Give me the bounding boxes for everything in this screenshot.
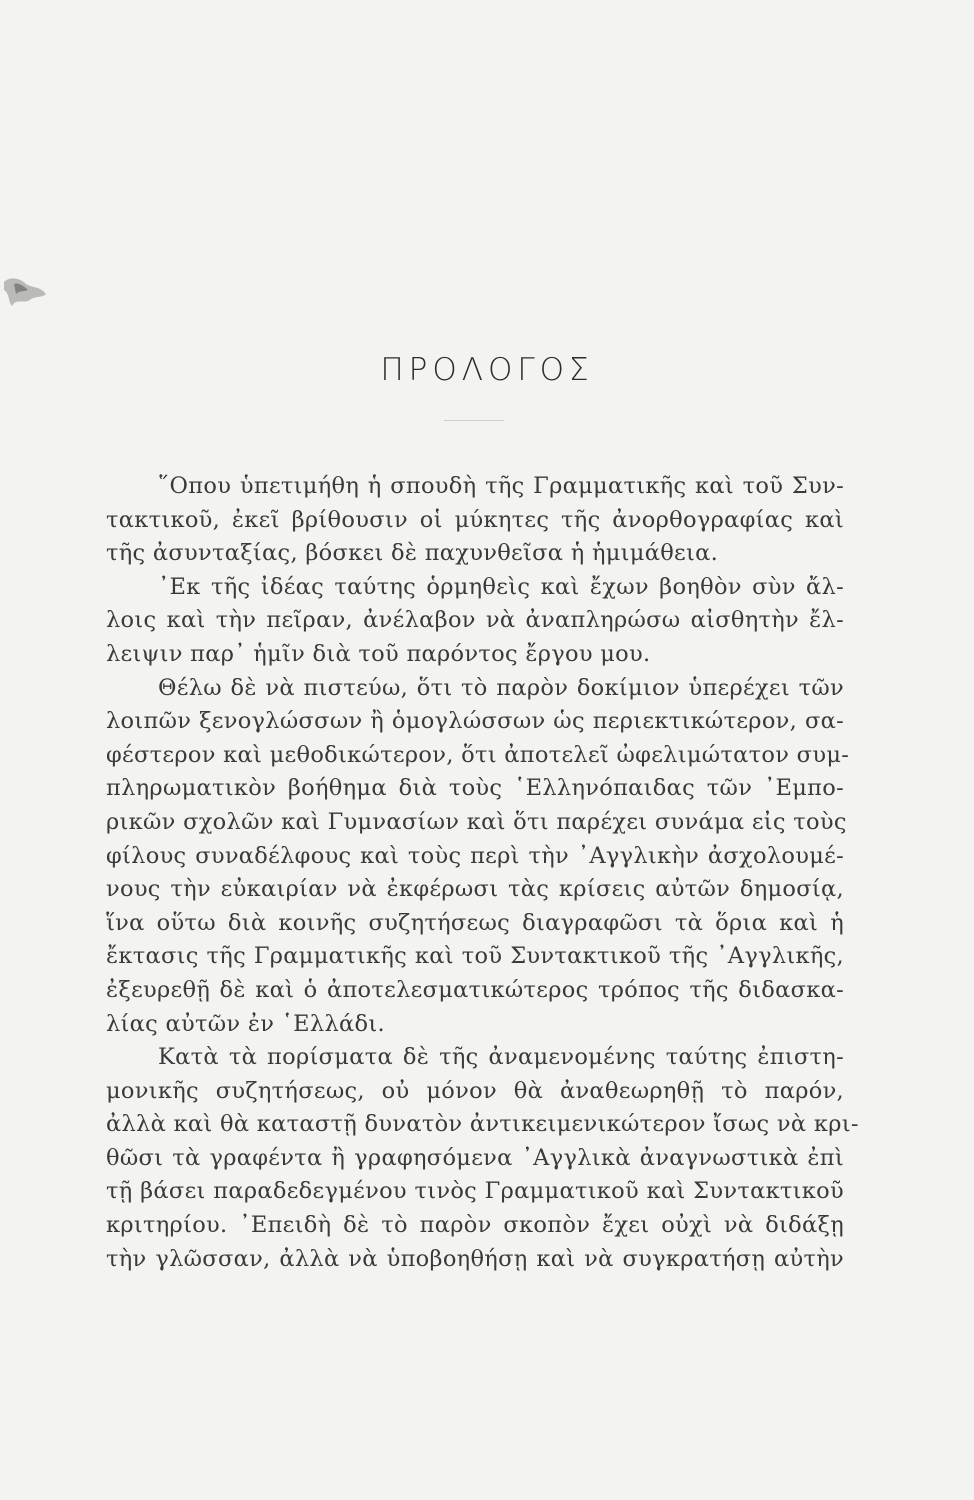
text-line: κριτηρίου. ᾿Επειδὴ δὲ τὸ παρὸν σκοπὸν ἔχει οὐχὶ νὰ διδάξῃ [106,1212,844,1239]
text-line: ἀλλὰ καὶ θὰ καταστῇ δυνατὸν ἀντικειμενικώτερον ἴσως νὰ κρι- [106,1111,859,1138]
title-divider [444,420,504,421]
text-line: λοις καὶ τὴν πεῖραν, ἀνέλαβον νὰ ἀναπληρώσω αἰσθητὴν ἔλ- [106,607,844,634]
text-line: τακτικοῦ, ἐκεῖ βρίθουσιν οἱ μύκητες τῆς ἀνορθογραφίας καὶ [106,506,844,533]
text-line: τῇ βάσει παραδεδεγμένου τινὸς Γραμματικοῦ καὶ Συντακτικοῦ [106,1178,844,1205]
text-line: μονικῆς συζητήσεως, οὐ μόνον θὰ ἀναθεωρηθῇ τὸ παρόν, [106,1077,844,1104]
text-line: λειψιν παρ᾿ ἡμῖν διὰ τοῦ παρόντος ἔργου μου. [106,640,651,667]
text-line: τὴν γλῶσσαν, ἀλλὰ νὰ ὑποβοηθήσῃ καὶ νὰ συγκρατήσῃ αὐτὴν [106,1245,844,1272]
text-line: ἐξευρεθῇ δὲ καὶ ὁ ἀποτελεσματικώτερος τρόπος τῆς διδασκα- [106,976,844,1003]
text-line: φίλους συναδέλφους καὶ τοὺς περὶ τὴν ᾿Αγγλικὴν ἀσχολουμέ- [106,842,844,869]
text-line: ἔκτασις τῆς Γραμματικῆς καὶ τοῦ Συντακτικοῦ τῆς ᾿Αγγλικῆς, [106,943,844,970]
text-line: ἵνα οὕτω διὰ κοινῆς συζητήσεως διαγραφῶσι τὰ ὅρια καὶ ἡ [106,909,844,936]
prologue-text [106,470,859,1276]
text-line: ρικῶν σχολῶν καὶ Γυμνασίων καὶ ὅτι παρέχει συνάμα εἰς τοὺς [106,808,847,835]
text-line: θῶσι τὰ γραφέντα ἢ γραφησόμενα ᾿Αγγλικὰ ἀναγνωστικὰ ἐπὶ [106,1144,844,1171]
text-line: λίας αὐτῶν ἐν ῾Ελλάδι. [106,1010,385,1037]
text-line: ᾿Εκ τῆς ἰδέας ταύτης ὁρμηθεὶς καὶ ἔχων βοηθὸν σὺν ἄλ- [158,573,844,600]
text-line: πληρωματικὸν βοήθημα διὰ τοὺς ῾Ελληνόπαιδας τῶν ᾿Εμπο- [106,775,844,802]
text-line: τῆς ἀσυνταξίας, βόσκει δὲ παχυνθεῖσα ἡ ἡμιμάθεια. [106,540,719,567]
ink-blot-mark [0,268,48,314]
text-line: φέστερον καὶ μεθοδικώτερον, ὅτι ἀποτελεῖ ὠφελιμώτατον συμ- [106,741,850,768]
page-title: ΠΡΟΛΟΓΟΣ [380,352,594,388]
text-line: Θέλω δὲ νὰ πιστεύω, ὅτι τὸ παρὸν δοκίμιον ὑπερέχει τῶν [158,674,844,701]
text-line: νους τὴν εὐκαιρίαν νὰ ἐκφέρωσι τὰς κρίσεις αὐτῶν δημοσίᾳ, [106,876,844,903]
text-line: ῞Οπου ὑπετιμήθη ἡ σπουδὴ τῆς Γραμματικῆς καὶ τοῦ Συν- [158,473,844,499]
text-line: Κατὰ τὰ πορίσματα δὲ τῆς ἀναμενομένης ταύτης ἐπιστη- [158,1044,844,1071]
text-line: λοιπῶν ξενογλώσσων ἢ ὁμογλώσσων ὡς περιεκτικώτερον, σα- [106,708,844,735]
